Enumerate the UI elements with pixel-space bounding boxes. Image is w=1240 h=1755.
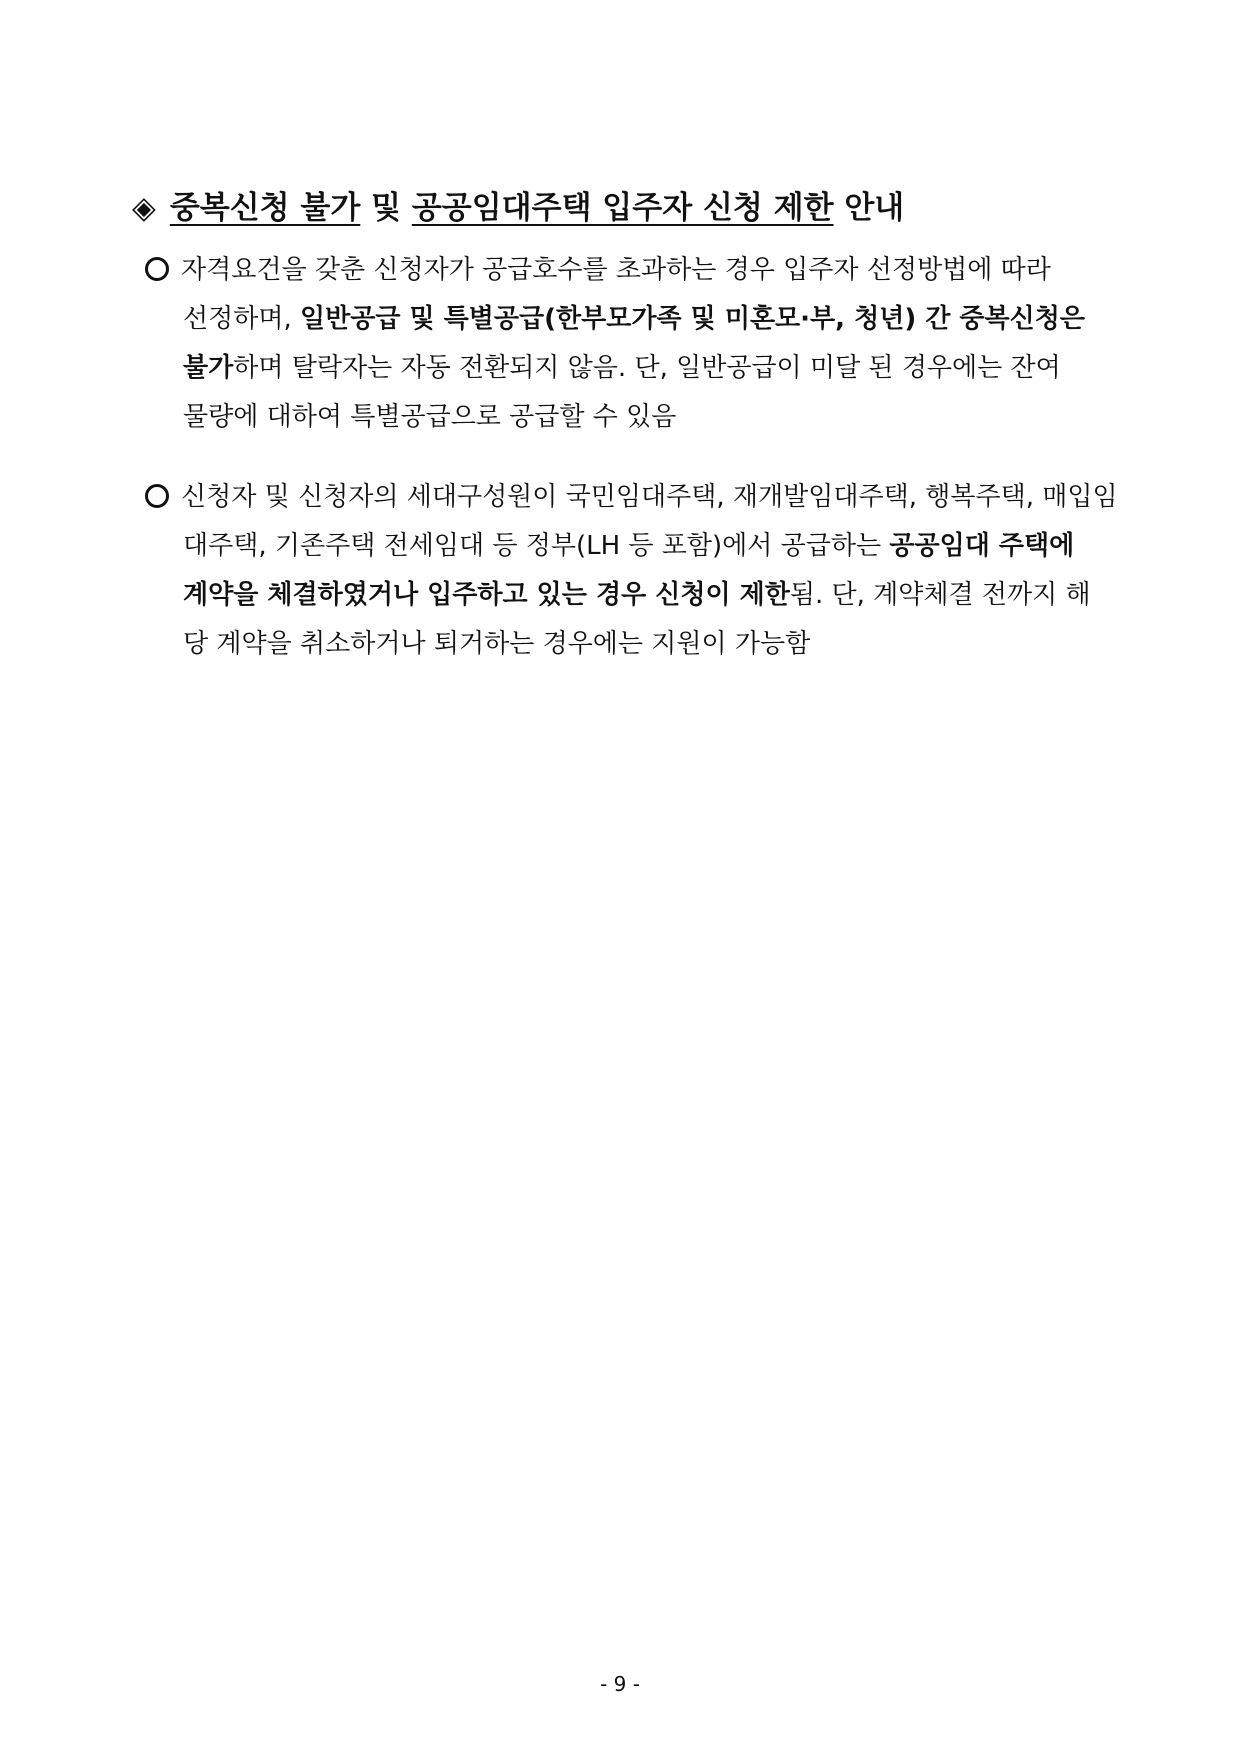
paragraph-duplicate-application <box>145 246 1125 442</box>
para1-text2a: 선정하며, <box>183 304 300 334</box>
para1-line4 <box>145 393 1125 442</box>
circle-bullet-icon <box>145 484 169 508</box>
heading-part-restriction: 공공임대주택 입주자 신청 제한 <box>411 190 834 226</box>
para2-text2b-bold: 공공임대 주택에 <box>889 531 1075 561</box>
para2-line1 <box>145 473 1125 522</box>
para2-line3 <box>145 571 1125 620</box>
page-number: - 9 - <box>600 1672 640 1696</box>
para1-line2 <box>145 295 1125 344</box>
para1-line1 <box>145 246 1125 295</box>
heading-part-duplicate: 중복신청 불가 <box>169 190 361 226</box>
para1-text3b: 하며 탈락자는 자동 전환되지 않음. 단, 일반공급이 미달 된 경우에는 잔여 <box>233 353 1061 383</box>
para1-text4: 물량에 대하여 특별공급으로 공급할 수 있음 <box>183 402 677 432</box>
para2-line2 <box>145 522 1125 571</box>
para1-text3a-bold: 불가 <box>183 353 234 383</box>
paragraph-public-rental-restriction <box>145 473 1125 669</box>
heading-conjunction: 및 <box>360 190 412 226</box>
para1-text2b-bold: 일반공급 및 특별공급(한부모가족 및 미혼모·부, 청년) 간 중복신청은 <box>300 304 1086 334</box>
heading-part-guide: 안내 <box>833 190 905 226</box>
para2-line4 <box>145 620 1125 669</box>
para1-text1: 자격요건을 갖춘 신청자가 공급호수를 초과하는 경우 입주자 선정방법에 따라 <box>181 255 1051 285</box>
diamond-bullet-icon: ◈ <box>132 190 156 226</box>
para2-text1: 신청자 및 신청자의 세대구성원이 국민임대주택, 재개발임대주택, 행복주택, 매입임 <box>181 482 1118 512</box>
para2-text3b: 됨. 단, 계약체결 전까지 해 <box>789 580 1091 610</box>
para2-text4: 당 계약을 취소하거나 퇴거하는 경우에는 지원이 가능함 <box>183 629 811 659</box>
para2-text3a-bold: 계약을 체결하였거나 입주하고 있는 경우 신청이 제한 <box>183 580 790 610</box>
circle-bullet-icon <box>145 257 169 281</box>
para1-line3 <box>145 344 1125 393</box>
section-heading <box>132 182 904 227</box>
para2-text2a: 대주택, 기존주택 전세임대 등 정부(LH 등 포함)에서 공급하는 <box>183 531 890 561</box>
